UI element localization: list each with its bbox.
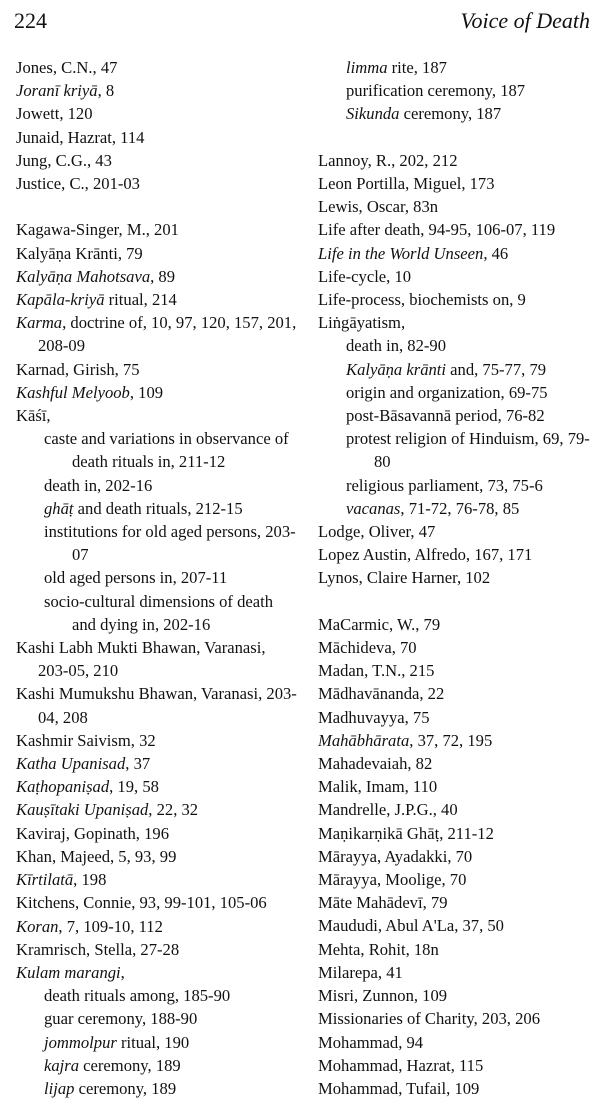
entry-text: death rituals among, 185-90 bbox=[44, 986, 231, 1006]
entry-text: death in, 202-16 bbox=[44, 475, 153, 495]
entry-text: Kashmir Saivism, 32 bbox=[16, 730, 156, 750]
section-gap bbox=[16, 195, 298, 218]
index-entry bbox=[318, 729, 594, 752]
entry-text: jommolpur bbox=[44, 1032, 117, 1052]
entry-text: Lopez Austin, Alfredo, 167, 171 bbox=[318, 545, 533, 565]
entry-text: , 89 bbox=[150, 266, 176, 286]
entry-text: Kaṭhopaniṣad bbox=[16, 777, 110, 797]
entry-text: Jung, C.G., 43 bbox=[16, 150, 112, 170]
index-entry bbox=[318, 265, 594, 288]
index-entry bbox=[318, 961, 594, 984]
index-subentry bbox=[318, 474, 594, 497]
entry-text: Māte Mahādevī, 79 bbox=[318, 893, 448, 913]
index-entry bbox=[318, 149, 594, 172]
entry-text: origin and organization, 69-75 bbox=[346, 382, 548, 402]
index-entry bbox=[318, 520, 594, 543]
entry-text: Milarepa, 41 bbox=[318, 962, 403, 982]
entry-text: Leon Portilla, Miguel, 173 bbox=[318, 174, 495, 193]
entry-text: Kīrtilatā bbox=[16, 870, 74, 890]
entry-text: ceremony, 189 bbox=[74, 1078, 177, 1098]
index-entry bbox=[16, 775, 298, 798]
entry-text: , 198 bbox=[73, 870, 107, 890]
entry-text: Kashi Mumukshu Bhawan, Varanasi, 203-04, 208 bbox=[16, 684, 297, 727]
index-entry bbox=[318, 311, 594, 334]
index-entry bbox=[318, 636, 594, 659]
entry-text: Kāśī, bbox=[16, 406, 51, 426]
entry-text: Jowett, 120 bbox=[16, 104, 93, 124]
index-entry bbox=[318, 172, 594, 195]
entry-text: Lodge, Oliver, 47 bbox=[318, 522, 436, 542]
entry-text: Mohammad, Hazrat, 115 bbox=[318, 1055, 484, 1075]
index-entry bbox=[318, 613, 594, 636]
index-subentry bbox=[318, 404, 594, 427]
index-subentry bbox=[318, 334, 594, 357]
index-entry bbox=[16, 729, 298, 752]
entry-text: Mohammad, 94 bbox=[318, 1032, 424, 1052]
entry-text: Lannoy, R., 202, 212 bbox=[318, 150, 458, 170]
entry-text: Kashful Melyoob bbox=[16, 382, 130, 402]
index-entry bbox=[16, 311, 298, 357]
entry-text: Justice, C., 201-03 bbox=[16, 174, 140, 194]
entry-text: Joranī kriyā bbox=[16, 81, 98, 101]
entry-text: , 37 bbox=[125, 754, 151, 774]
entry-text: Māchideva, 70 bbox=[318, 638, 417, 658]
index-entry bbox=[318, 1077, 594, 1100]
entry-text: Kramrisch, Stella, 27-28 bbox=[16, 939, 180, 959]
index-entry bbox=[16, 218, 298, 241]
entry-text: ghāṭ bbox=[44, 498, 74, 518]
index-subentry bbox=[16, 1031, 298, 1054]
index-subentry bbox=[16, 497, 298, 520]
index-subentry bbox=[318, 497, 594, 520]
entry-text: Mārayya, Ayadakki, 70 bbox=[318, 846, 473, 866]
index-entry bbox=[16, 265, 298, 288]
index-subentry bbox=[16, 427, 298, 473]
index-entry bbox=[318, 752, 594, 775]
index-subentry bbox=[16, 984, 298, 1007]
index-subentry bbox=[16, 590, 298, 636]
entry-text: MaCarmic, W., 79 bbox=[318, 614, 441, 634]
entry-text: Kitchens, Connie, 93, 99-101, 105-06 bbox=[16, 893, 267, 913]
entry-text: Madhuvayya, 75 bbox=[318, 707, 430, 727]
entry-text: Sikunda bbox=[346, 104, 400, 124]
index-entry bbox=[318, 1054, 594, 1077]
entry-text: Life in the World Unseen bbox=[318, 243, 484, 263]
index-entry bbox=[16, 56, 298, 79]
entry-text: , 7, 109-10, 112 bbox=[58, 916, 163, 936]
entry-text: , 46 bbox=[483, 243, 509, 263]
index-entry bbox=[318, 1007, 594, 1030]
entry-text: protest religion of Hinduism, 69, 79-80 bbox=[346, 429, 590, 472]
index-subentry bbox=[318, 56, 594, 79]
index-subentry bbox=[16, 1077, 298, 1100]
entry-text: Kaviraj, Gopinath, 196 bbox=[16, 823, 169, 843]
index-entry bbox=[318, 914, 594, 937]
index-entry bbox=[16, 915, 298, 938]
page-number: 224 bbox=[14, 8, 47, 33]
page-header bbox=[14, 8, 590, 38]
entry-text: ritual, 214 bbox=[104, 290, 177, 310]
entry-text: Kagawa-Singer, M., 201 bbox=[16, 220, 179, 240]
entry-text: limma bbox=[346, 58, 388, 77]
index-entry bbox=[16, 149, 298, 172]
index-entry bbox=[16, 126, 298, 149]
entry-text: lijap bbox=[44, 1078, 75, 1098]
index-entry bbox=[16, 682, 298, 728]
entry-text: post-Bāsavannā period, 76-82 bbox=[346, 406, 545, 426]
index-entry bbox=[16, 381, 298, 404]
entry-text: Karnad, Girish, 75 bbox=[16, 359, 140, 379]
index-entry bbox=[318, 288, 594, 311]
index-entry bbox=[318, 984, 594, 1007]
index-entry bbox=[318, 682, 594, 705]
entry-text: Kulam marangi bbox=[16, 962, 121, 982]
entry-text: Life-process, biochemists on, 9 bbox=[318, 290, 526, 310]
index-subentry bbox=[318, 102, 594, 125]
entry-text: death in, 82-90 bbox=[346, 336, 447, 356]
entry-text: Life after death, 94-95, 106-07, 119 bbox=[318, 220, 556, 240]
index-column-right bbox=[318, 56, 594, 1100]
entry-text: Mādhavānanda, 22 bbox=[318, 684, 445, 704]
entry-text: Maududi, Abul A'La, 37, 50 bbox=[318, 916, 504, 936]
index-subentry bbox=[16, 566, 298, 589]
index-entry bbox=[318, 195, 594, 218]
entry-text: Mandrelle, J.P.G., 40 bbox=[318, 800, 458, 820]
entry-text: , 19, 58 bbox=[109, 777, 159, 797]
entry-text: Kalyāṇa krānti bbox=[346, 359, 447, 379]
entry-text: Life-cycle, 10 bbox=[318, 266, 412, 286]
entry-text: socio-cultural dimensions of death and dying in, 202-16 bbox=[44, 591, 274, 634]
entry-text: , 8 bbox=[97, 81, 115, 101]
entry-text: Junaid, Hazrat, 114 bbox=[16, 127, 145, 147]
entry-text: Mohammad, Tufail, 109 bbox=[318, 1078, 480, 1098]
entry-text: Mārayya, Moolige, 70 bbox=[318, 870, 467, 890]
entry-text: Lewis, Oscar, 83n bbox=[318, 197, 439, 217]
entry-text: Kapāla-kriyā bbox=[16, 290, 105, 310]
index-subentry bbox=[16, 1054, 298, 1077]
index-subentry bbox=[318, 79, 594, 102]
index-entry bbox=[318, 938, 594, 961]
section-gap bbox=[318, 590, 594, 613]
index-subentry bbox=[16, 1007, 298, 1030]
entry-text: , doctrine of, 10, 97, 120, 157, 201, 208-09 bbox=[38, 313, 297, 356]
entry-text: Madan, T.N., 215 bbox=[318, 661, 435, 681]
entry-text: Liṅgāyatism, bbox=[318, 313, 406, 333]
entry-text: Kauṣītaki Upaniṣad bbox=[16, 800, 149, 820]
index-entry bbox=[318, 775, 594, 798]
index-entry bbox=[16, 79, 298, 102]
entry-text: Malik, Imam, 110 bbox=[318, 777, 438, 797]
entry-text: ceremony, 187 bbox=[399, 104, 502, 124]
index-entry bbox=[318, 845, 594, 868]
entry-text: Kashi Labh Mukti Bhawan, Varanasi, 203-05, 210 bbox=[16, 638, 266, 681]
entry-text: Mahadevaiah, 82 bbox=[318, 754, 433, 774]
index-entry bbox=[16, 102, 298, 125]
entry-text: Kalyāṇa Krānti, 79 bbox=[16, 243, 143, 263]
entry-text: purification ceremony, 187 bbox=[346, 81, 526, 101]
index-entry bbox=[16, 752, 298, 775]
index-entry bbox=[16, 891, 298, 914]
index-entry bbox=[318, 242, 594, 265]
entry-text: ritual, 190 bbox=[116, 1032, 190, 1052]
index-entry bbox=[318, 891, 594, 914]
entry-text: caste and variations in observance of death rituals in, 211-12 bbox=[44, 429, 289, 472]
index-entry bbox=[16, 822, 298, 845]
index-entry bbox=[318, 566, 594, 589]
index-subentry bbox=[318, 427, 594, 473]
index-entry bbox=[16, 938, 298, 961]
entry-text: Maṇikarṇikā Ghāṭ, 211-12 bbox=[318, 823, 494, 843]
index-entry bbox=[16, 868, 298, 891]
entry-text: Khan, Majeed, 5, 93, 99 bbox=[16, 846, 177, 866]
entry-text: Lynos, Claire Harner, 102 bbox=[318, 568, 491, 588]
entry-text: Missionaries of Charity, 203, 206 bbox=[318, 1009, 540, 1029]
entry-text: Kalyāṇa Mahotsava bbox=[16, 266, 151, 286]
index-entry bbox=[16, 961, 298, 984]
entry-text: Karma bbox=[16, 313, 63, 333]
entry-text: , 109 bbox=[129, 382, 164, 402]
entry-text: , 71-72, 76-78, 85 bbox=[400, 498, 520, 518]
entry-text: kajra bbox=[44, 1055, 80, 1075]
index-column-left bbox=[16, 56, 298, 1100]
index-entry bbox=[16, 798, 298, 821]
entry-text: institutions for old aged persons, 203-07 bbox=[44, 522, 296, 565]
index-entry bbox=[318, 1031, 594, 1054]
index-entry bbox=[16, 404, 298, 427]
entry-text: Koran bbox=[16, 916, 59, 936]
index-entry bbox=[16, 288, 298, 311]
entry-text: Mehta, Rohit, 18n bbox=[318, 939, 439, 959]
entry-text: , bbox=[120, 962, 125, 982]
index-subentry bbox=[318, 358, 594, 381]
entry-text: religious parliament, 73, 75-6 bbox=[346, 475, 543, 495]
index-entry bbox=[16, 242, 298, 265]
index-entry bbox=[318, 822, 594, 845]
index-entry bbox=[318, 543, 594, 566]
entry-text: vacanas bbox=[346, 498, 401, 518]
index-entry bbox=[318, 218, 594, 241]
entry-text: Misri, Zunnon, 109 bbox=[318, 986, 448, 1006]
entry-text: ceremony, 189 bbox=[79, 1055, 181, 1075]
index-entry bbox=[16, 358, 298, 381]
entry-text: and, 75-77, 79 bbox=[446, 359, 547, 379]
entry-text: Jones, C.N., 47 bbox=[16, 58, 118, 77]
index-subentry bbox=[318, 381, 594, 404]
index-entry bbox=[16, 636, 298, 682]
entry-text: , 37, 72, 195 bbox=[409, 730, 493, 750]
entry-text: old aged persons in, 207-11 bbox=[44, 568, 228, 588]
section-gap bbox=[318, 126, 594, 149]
running-title: Voice of Death bbox=[460, 8, 590, 33]
entry-text: Katha Upanisad bbox=[16, 754, 126, 774]
index-entry bbox=[318, 659, 594, 682]
entry-text: and death rituals, 212-15 bbox=[73, 498, 243, 518]
index-entry bbox=[16, 845, 298, 868]
entry-text: Mahābhārata bbox=[318, 730, 410, 750]
entry-text: , 22, 32 bbox=[148, 800, 199, 820]
index-subentry bbox=[16, 520, 298, 566]
index-entry bbox=[16, 172, 298, 195]
index-entry bbox=[318, 798, 594, 821]
index-entry bbox=[318, 706, 594, 729]
entry-text: rite, 187 bbox=[387, 58, 447, 77]
entry-text: guar ceremony, 188-90 bbox=[44, 1009, 198, 1029]
index-subentry bbox=[16, 474, 298, 497]
index-entry bbox=[318, 868, 594, 891]
